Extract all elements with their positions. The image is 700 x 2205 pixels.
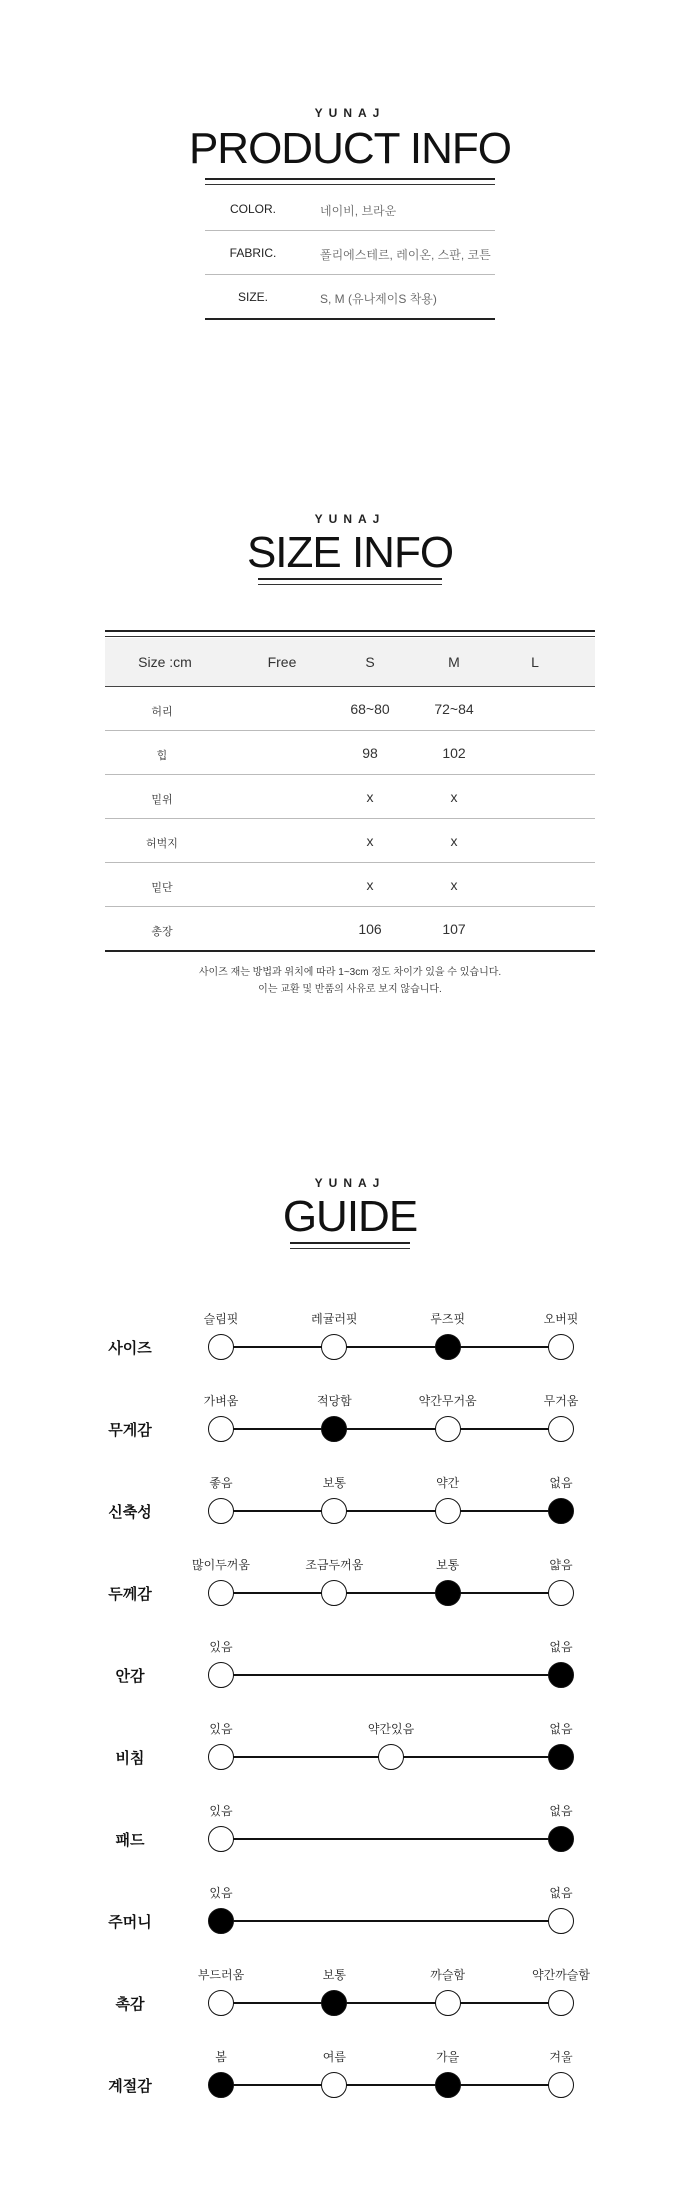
guide-option-label: 없음 (549, 1886, 573, 1900)
row-label-thigh: 허벅지 (146, 838, 178, 850)
guide-brand: YUNAJ (314, 1176, 386, 1190)
guide-option-label: 약간있음 (367, 1722, 415, 1736)
guide-option-label: 보통 (436, 1558, 460, 1572)
guide-dot (208, 1662, 234, 1688)
guide-dot (321, 1334, 347, 1360)
guide-option-label: 슬림핏 (203, 1312, 239, 1326)
guide-dot (321, 2072, 347, 2098)
guide-scale-line (221, 2002, 561, 2004)
guide-option-label: 없음 (549, 1476, 573, 1490)
guide-option-label: 없음 (549, 1640, 573, 1654)
guide-dot (208, 1826, 234, 1852)
guide-scale-line (221, 1428, 561, 1430)
cell-waist-s: 68~80 (350, 701, 390, 717)
guide-option-label: 약간 (436, 1476, 460, 1490)
guide-dot-selected (321, 1990, 347, 2016)
guide-option-label: 많이두꺼움 (192, 1558, 250, 1572)
guide-dot (208, 1334, 234, 1360)
product-info-brand: YUNAJ (314, 106, 386, 120)
guide-scale-line (221, 1920, 561, 1922)
guide-scale-line (221, 1510, 561, 1512)
guide-dot-selected (435, 2072, 461, 2098)
guide-option-label: 부드러움 (197, 1968, 245, 1982)
guide-option-label: 봄 (215, 2050, 227, 2064)
size-note-line2: 이는 교환 및 반품의 사유로 보지 않습니다. (258, 984, 442, 995)
guide-option-label: 좋음 (209, 1476, 233, 1490)
guide-label: 주머니 (108, 1914, 152, 1931)
guide-option-label: 레귤러핏 (311, 1312, 358, 1326)
guide-dot (208, 1498, 234, 1524)
guide-label: 신축성 (108, 1504, 152, 1521)
guide-dot-selected (548, 1662, 574, 1688)
cell-waist-m: 72~84 (434, 701, 474, 717)
guide-option-label: 있음 (209, 1722, 233, 1736)
guide-option-label: 보통 (322, 1968, 346, 1982)
color-label: COLOR. (229, 202, 276, 216)
cell-hip-s: 98 (362, 745, 378, 761)
guide-option-label: 적당함 (316, 1394, 352, 1408)
guide-option-label: 있음 (209, 1886, 233, 1900)
guide-option-label: 오버핏 (543, 1312, 579, 1326)
guide-title: GUIDE (282, 1192, 418, 1241)
size-label: SIZE. (237, 290, 268, 304)
guide-label: 안감 (115, 1668, 145, 1685)
guide-dot (435, 1498, 461, 1524)
guide-dot-selected (435, 1334, 461, 1360)
cell-hem-m: x (450, 877, 458, 893)
guide-label: 사이즈 (108, 1340, 152, 1357)
guide-option-label: 겨울 (549, 2050, 573, 2064)
guide-label: 패드 (115, 1832, 145, 1849)
fabric-value: 폴리에스테르, 레이온, 스판, 코튼 (320, 248, 491, 262)
guide-option-label: 약간무거움 (418, 1394, 477, 1408)
guide-dot (548, 1334, 574, 1360)
guide-label: 무게감 (108, 1422, 152, 1439)
guide-dot-selected (548, 1744, 574, 1770)
guide-option-label: 있음 (209, 1640, 233, 1654)
cell-hip-m: 102 (442, 745, 466, 761)
header-size-cm: Size :cm (138, 654, 192, 670)
header-s: S (365, 654, 375, 670)
guide-dot-selected (321, 1416, 347, 1442)
guide-option-label: 까슬함 (430, 1968, 466, 1982)
row-label-rise: 밑위 (151, 794, 173, 806)
guide-option-label: 약간까슬함 (532, 1968, 590, 1982)
guide-dot (435, 1990, 461, 2016)
guide-dot (208, 1990, 234, 2016)
fabric-label: FABRIC. (229, 246, 277, 260)
guide-scale-line (221, 1592, 561, 1594)
row-label-hem: 밑단 (151, 882, 173, 894)
guide-label: 계절감 (108, 2078, 152, 2095)
cell-thigh-s: x (366, 833, 374, 849)
guide-option-label: 없음 (549, 1722, 573, 1736)
row-label-hip: 힙 (156, 750, 168, 762)
header-free: Free (267, 654, 297, 670)
guide-dot-selected (435, 1580, 461, 1606)
guide-option-label: 조금두꺼움 (305, 1558, 364, 1572)
guide-dot (548, 1990, 574, 2016)
guide-dot (548, 1416, 574, 1442)
cell-thigh-m: x (450, 833, 458, 849)
guide-option-label: 얇음 (549, 1558, 573, 1572)
guide-dot-selected (548, 1826, 574, 1852)
product-info-title: PRODUCT INFO (188, 124, 512, 173)
cell-length-m: 107 (442, 921, 466, 937)
guide-option-label: 보통 (322, 1476, 346, 1490)
cell-rise-m: x (450, 789, 458, 805)
guide-dot-selected (208, 1908, 234, 1934)
guide-option-label: 무거움 (543, 1394, 579, 1408)
guide-dot (208, 1744, 234, 1770)
guide-dot (378, 1744, 404, 1770)
guide-option-label: 가을 (436, 2050, 460, 2064)
cell-length-s: 106 (358, 921, 382, 937)
guide-label: 비침 (115, 1750, 145, 1767)
guide-scale-line (221, 1674, 561, 1676)
guide-option-label: 가벼움 (203, 1394, 239, 1408)
guide-scale-line (221, 1838, 561, 1840)
guide-dot (548, 2072, 574, 2098)
guide-option-label: 없음 (549, 1804, 573, 1818)
size-info-title: SIZE INFO (246, 528, 454, 577)
row-label-waist: 허리 (151, 706, 173, 718)
guide-dot (435, 1416, 461, 1442)
guide-option-label: 여름 (322, 2050, 346, 2064)
size-info-brand: YUNAJ (314, 512, 386, 526)
guide-dot (548, 1580, 574, 1606)
guide-scale-line (221, 2084, 561, 2086)
guide-dot (208, 1416, 234, 1442)
guide-dot-selected (548, 1498, 574, 1524)
guide-label: 촉감 (115, 1996, 145, 2013)
size-value: S, M (유나제이S 착용) (320, 292, 437, 306)
guide-dot (321, 1580, 347, 1606)
color-value: 네이비, 브라운 (320, 204, 397, 218)
guide-dot (548, 1908, 574, 1934)
guide-label: 두께감 (108, 1586, 152, 1603)
size-note-line1: 사이즈 재는 방법과 위치에 따라 1~3cm 정도 차이가 있을 수 있습니다. (198, 967, 502, 978)
guide-scale-line (221, 1346, 561, 1348)
guide-dot-selected (208, 2072, 234, 2098)
guide-dot (208, 1580, 234, 1606)
cell-hem-s: x (366, 877, 374, 893)
guide-option-label: 루즈핏 (430, 1312, 466, 1326)
header-l: L (531, 654, 539, 670)
cell-rise-s: x (366, 789, 374, 805)
guide-option-label: 있음 (209, 1804, 233, 1818)
header-m: M (448, 654, 460, 670)
guide-dot (321, 1498, 347, 1524)
row-label-length: 총장 (151, 926, 173, 938)
